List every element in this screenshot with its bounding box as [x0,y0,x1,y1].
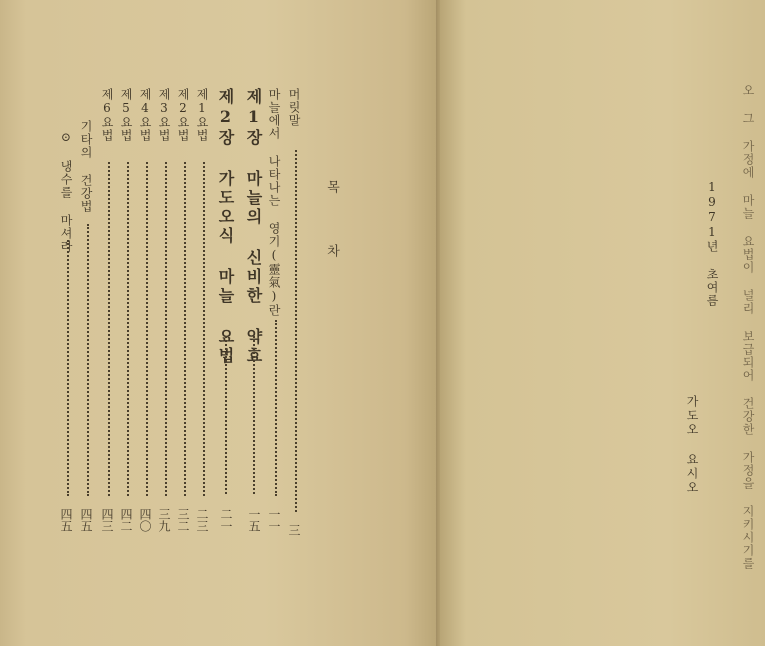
toc-page-number: 四〇 [138,508,152,532]
toc-entry-method-1 [194,88,214,558]
toc-entry-label: 제2요법 [176,88,190,142]
toc-leader-dots [203,162,205,496]
toc-title: 목 차 [324,180,339,275]
toc-page-number: 四五 [79,508,93,532]
toc-leader-dots [146,162,148,496]
toc-leader-dots [165,162,167,496]
toc-entry-chapter-2 [214,88,238,558]
toc-leader-dots [225,336,227,494]
toc-page-number: 三九 [157,508,171,532]
toc-page-number: 三二 [176,508,190,532]
toc-entry-label: 제1장 마늘의 신비한 약효 [244,88,263,366]
toc-page-number: 四五 [59,508,73,532]
toc-entry-label: ⊙ 냉수를 마셔라 [59,130,73,253]
right-page-preface-end [440,0,765,646]
preface-edge-text: 오 그 가정에 마늘 요법이 널리 보급되어 건강한 가정을 지키시기를 [741,84,755,570]
toc-entry-label: 제3요법 [157,88,171,142]
toc-entry-label: 마늘에서 나타나는 영기(靈氣)란 [267,88,281,317]
preface-date: 1971년 초여름 [705,180,719,307]
toc-entry-label: 머릿말 [287,88,301,127]
toc-entry-method-4 [137,88,157,558]
toc-page-number: 四三 [100,508,114,532]
toc-entry-method-2 [175,88,195,558]
toc-page-number: 一一 [267,508,281,532]
toc-leader-dots [184,162,186,496]
toc-leader-dots [108,162,110,496]
toc-entry-chapter-1 [242,88,266,558]
toc-entry-cold-water [58,130,78,600]
toc-leader-dots [275,320,277,496]
toc-page-number: 四二 [119,508,133,532]
toc-entry-spirit [266,88,286,558]
toc-leader-dots [127,162,129,496]
toc-entry-method-6 [99,88,119,558]
toc-entry-method-5 [118,88,138,558]
toc-entry-label: 제6요법 [100,88,114,142]
toc-entry-label: 제2장 가도오식 마늘 요법 [216,88,235,366]
toc-entry-other-health [78,120,98,590]
toc-leader-dots [253,336,255,494]
toc-leader-dots [67,240,69,496]
toc-page-number: 三 [287,524,301,536]
toc-page-number: 二三 [195,508,209,532]
toc-entry-label: 제4요법 [138,88,152,142]
toc-leader-dots [87,224,89,496]
toc-entry-preface [286,88,306,558]
preface-author: 가도오 요시오 [685,395,699,495]
toc-entry-label: 기타의 건강법 [79,120,93,213]
toc-entry-label: 제1요법 [195,88,209,142]
toc-leader-dots [295,150,297,512]
toc-page-number: 二一 [219,508,233,532]
toc-page-number: 一五 [247,508,261,532]
toc-entry-method-3 [156,88,176,558]
toc-entry-label: 제5요법 [119,88,133,142]
